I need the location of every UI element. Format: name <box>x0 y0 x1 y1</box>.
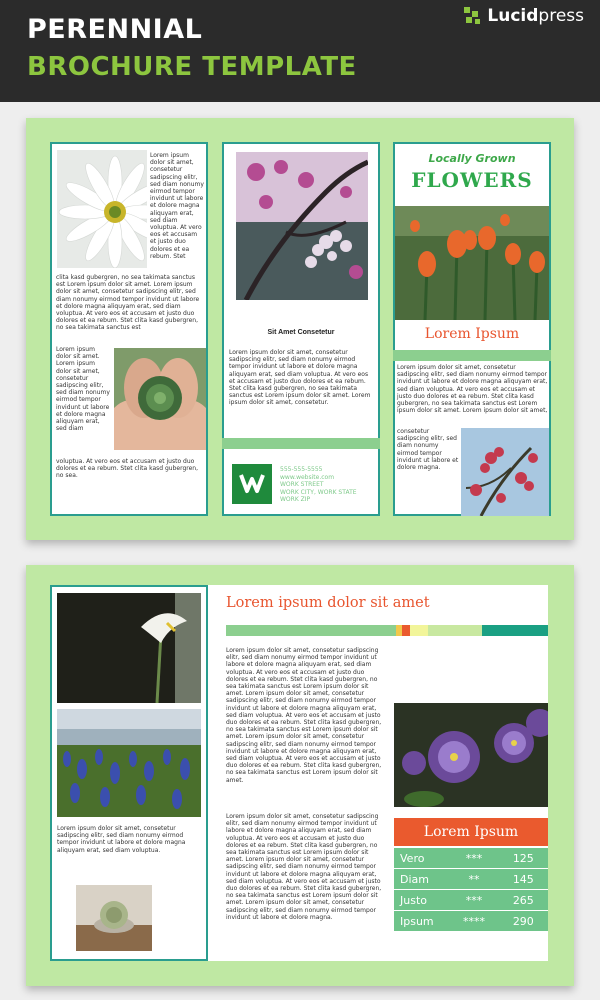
color-bar-segment <box>428 625 482 636</box>
daisy-image <box>57 150 147 268</box>
contact-phone: 555-555-5555 <box>280 466 323 473</box>
hands-plant-image <box>114 348 206 450</box>
color-bar-segment <box>410 625 428 636</box>
petunia-image <box>394 703 548 807</box>
middle-green-strip <box>222 438 380 449</box>
contact-street: WORK STREET <box>280 481 324 488</box>
blossom-caption: Sit Amet Consetetur <box>267 329 335 336</box>
tulips-image <box>395 206 549 320</box>
cactus-pot-image <box>76 885 152 951</box>
locally-grown-heading: Locally Grown <box>428 152 516 165</box>
inside-body-text-2: Lorem ipsum dolor sit amet, consetetur sadipscing elitr, sed diam nonumy eirmod tempor invidunt ut labore et dolore magna aliquyam erat, sed diam voluptua. At vero eos et accusam et justo duo dolores et ea rebum. Stet clita kasd gubergren, no sea takimata sanctus est Lorem ipsum dolor sit amet. Lorem ipsum dolor sit amet, consetetur sadipscing elitr, sed diam nonumy eirmod tempor invidunt ut labore et dolore magna aliquyam erat, sed diam voluptua. At vero eos et accusam et justo duo dolores et ea rebum. Stet clita kasd gubergren, no sea takimata sanctus est Lorem ipsum dolor sit amet. Lorem ipsum dolor sit amet, consetetur sadipscing elitr, sed diam nonumy eirmod tempor invidunt ut labore et dolore magna. <box>226 813 382 921</box>
title-line-2: BROCHURE TEMPLATE <box>27 52 357 82</box>
left-panel-text-full: clita kasd gubergren, no sea takimata sanctus est Lorem ipsum dolor sit amet. Lorem ipsum dolor sit amet, consetetur sadipscing elitr, sed diam nonumy eirmod tempor invidunt ut labore et dolore magna aliquyam erat, sed diam voluptua. At vero eos et accusam et justo duo dolores et ea rebum. Stet clita kasd gubergren, no sea takimata sanctus est <box>56 274 200 332</box>
lucidpress-icon <box>463 6 483 26</box>
inside-body-text: Lorem ipsum dolor sit amet, consetetur sadipscing elitr, sed diam nonumy eirmod tempor invidunt ut labore et dolore magna aliquyam erat, sed diam voluptua. At vero eos et accusam et justo duo dolores et ea rebum. Stet clita kasd gubergren, no sea takimata sanctus est Lorem ipsum dolor sit amet. Lorem ipsum dolor sit amet, consetetur sadipscing elitr, sed diam nonumy eirmod tempor invidunt ut labore et dolore magna aliquyam erat, sed diam voluptua. At vero eos et accusam et justo duo dolores et ea rebum. Stet clita kasd gubergren, no sea takimata sanctus est Lorem ipsum dolor sit amet. Lorem ipsum dolor sit amet, consetetur sadipscing elitr, sed diam nonumy eirmod tempor invidunt ut labore et dolore magna aliquyam erat, sed diam voluptua. At vero eos et accusam et justo duo dolores et ea rebum. Stet clita kasd gubergren, no sea takimata sanctus est Lorem ipsum dolor sit amet. <box>226 647 382 784</box>
middle-panel <box>222 142 380 516</box>
inside-title: Lorem ipsum dolor sit amet <box>226 595 430 611</box>
logo-icon <box>237 469 267 499</box>
color-bar-segment <box>226 625 396 636</box>
table-row: Justo *** 265 <box>394 890 548 911</box>
brochure-outside-page <box>26 118 574 540</box>
middle-panel-text: Lorem ipsum dolor sit amet, consetetur sadipscing elitr, sed diam nonumy eirmod tempor invidunt ut labore et dolore magna aliquyam erat, sed diam voluptua. At vero eos et accusam et justo duo dolores et ea rebum. Stet clita kasd gubergren, no sea takimata sanctus est Lorem ipsum dolor sit amet. Lorem ipsum dolor sit amet, consetetur. <box>229 349 371 407</box>
inside-left-panel <box>50 585 208 961</box>
inside-right-panel <box>208 585 548 961</box>
left-panel-text-side: Lorem ipsum dolor sit amet, consetetur sadipscing elitr, sed diam nonumy eirmod tempor invidunt ut labore et dolore magna aliquyam erat, sed diam voluptua. At vero eos et accusam et justo duo dolores et ea rebum. Stet <box>150 152 204 260</box>
color-bar-segment <box>402 625 410 636</box>
table-row: Diam ** 145 <box>394 869 548 890</box>
blossom-image <box>236 152 368 300</box>
bluebonnet-field-image <box>57 709 201 817</box>
calla-lily-image <box>57 593 201 703</box>
right-panel-subheading: Lorem Ipsum <box>424 326 520 342</box>
inside-left-text: Lorem ipsum dolor sit amet, consetetur sadipscing elitr, sed diam nonumy eirmod tempor invidunt ut labore et dolore magna aliquyam erat, sed diam voluptua. <box>57 825 186 854</box>
color-bar-segment <box>482 625 548 636</box>
right-panel-text-side: consetetur sadipscing elitr, sed diam nonumy eirmod tempor invidunt ut labore et dolore magna. <box>397 428 459 472</box>
table-row: Vero *** 125 <box>394 848 548 869</box>
brand-name: Lucidpress <box>487 6 584 26</box>
table-row: Ipsum **** 290 <box>394 911 548 932</box>
color-bar <box>226 625 548 636</box>
right-green-strip <box>393 350 551 361</box>
title-line-1: PERENNIAL <box>27 14 203 45</box>
flowers-heading: FLOWERS <box>411 168 533 192</box>
right-panel <box>393 142 551 516</box>
brochure-inside-page <box>26 565 574 986</box>
red-blossom-image <box>461 428 549 516</box>
contact-info <box>280 466 357 504</box>
contact-website: www.website.com <box>280 473 335 481</box>
page-header <box>0 0 600 102</box>
brand-logo <box>463 6 584 26</box>
contact-zip: WORK ZIP <box>280 496 311 503</box>
table-heading: Lorem Ipsum <box>394 818 548 846</box>
rating-table <box>394 848 548 932</box>
left-panel <box>50 142 208 516</box>
left-panel-text-bottom: voluptua. At vero eos et accusam et justo duo dolores et ea rebum. Stet clita kasd gubergren, no sea. <box>56 458 198 480</box>
company-logo <box>232 464 272 504</box>
contact-city: WORK CITY, WORK STATE <box>280 488 357 496</box>
right-panel-text: Lorem ipsum dolor sit amet, consetetur sadipscing elitr, sed diam nonumy eirmod tempor invidunt ut labore et dolore magna aliquyam erat, sed diam voluptua. At vero eos et accusam et justo duo dolores et ea rebum. Stet clita kasd gubergren, no sea takimata sanctus est Lorem ipsum dolor sit amet. Lorem ipsum dolor sit amet, <box>397 364 548 415</box>
left-panel-text-side-2: Lorem ipsum dolor sit amet. Lorem ipsum dolor sit amet, consetetur sadipscing elitr, sed diam nonumy eirmod tempor invidunt ut labore et dolore magna aliquyam erat, sed diam <box>56 346 110 433</box>
